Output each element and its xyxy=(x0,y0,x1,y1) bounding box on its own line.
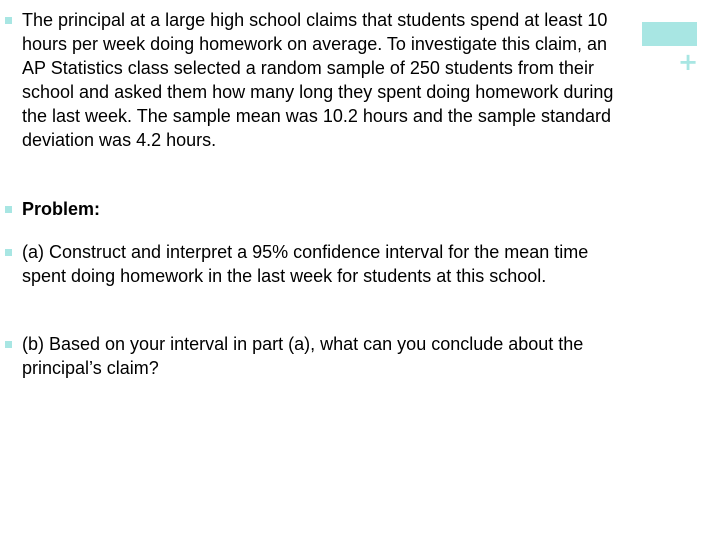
bullet-square-icon xyxy=(5,206,12,213)
plus-icon: + xyxy=(678,48,699,76)
problem-statement-text: The principal at a large high school claims that students spend at least 10 hours per week doing homework on average. To investigate this claim, an AP Statistics class selected a random sample of 250 students from their school and asked them how many long they spent doing homework during the last week. The sample mean was 10.2 hours and the sample standard deviation was 4.2 hours. xyxy=(22,10,614,150)
bullet-square-icon xyxy=(5,249,12,256)
bullet-square-icon xyxy=(5,17,12,24)
problem-heading: Problem: xyxy=(22,199,101,219)
part-a-text: (a) Construct and interpret a 95% confidence interval for the mean time spent doing homework in the last week for students at this school. xyxy=(22,242,589,286)
accent-bar xyxy=(642,22,697,46)
part-b-text: (b) Based on your interval in part (a), what can you conclude about the principal’s claim? xyxy=(22,334,584,378)
bullet-square-icon xyxy=(5,341,12,348)
